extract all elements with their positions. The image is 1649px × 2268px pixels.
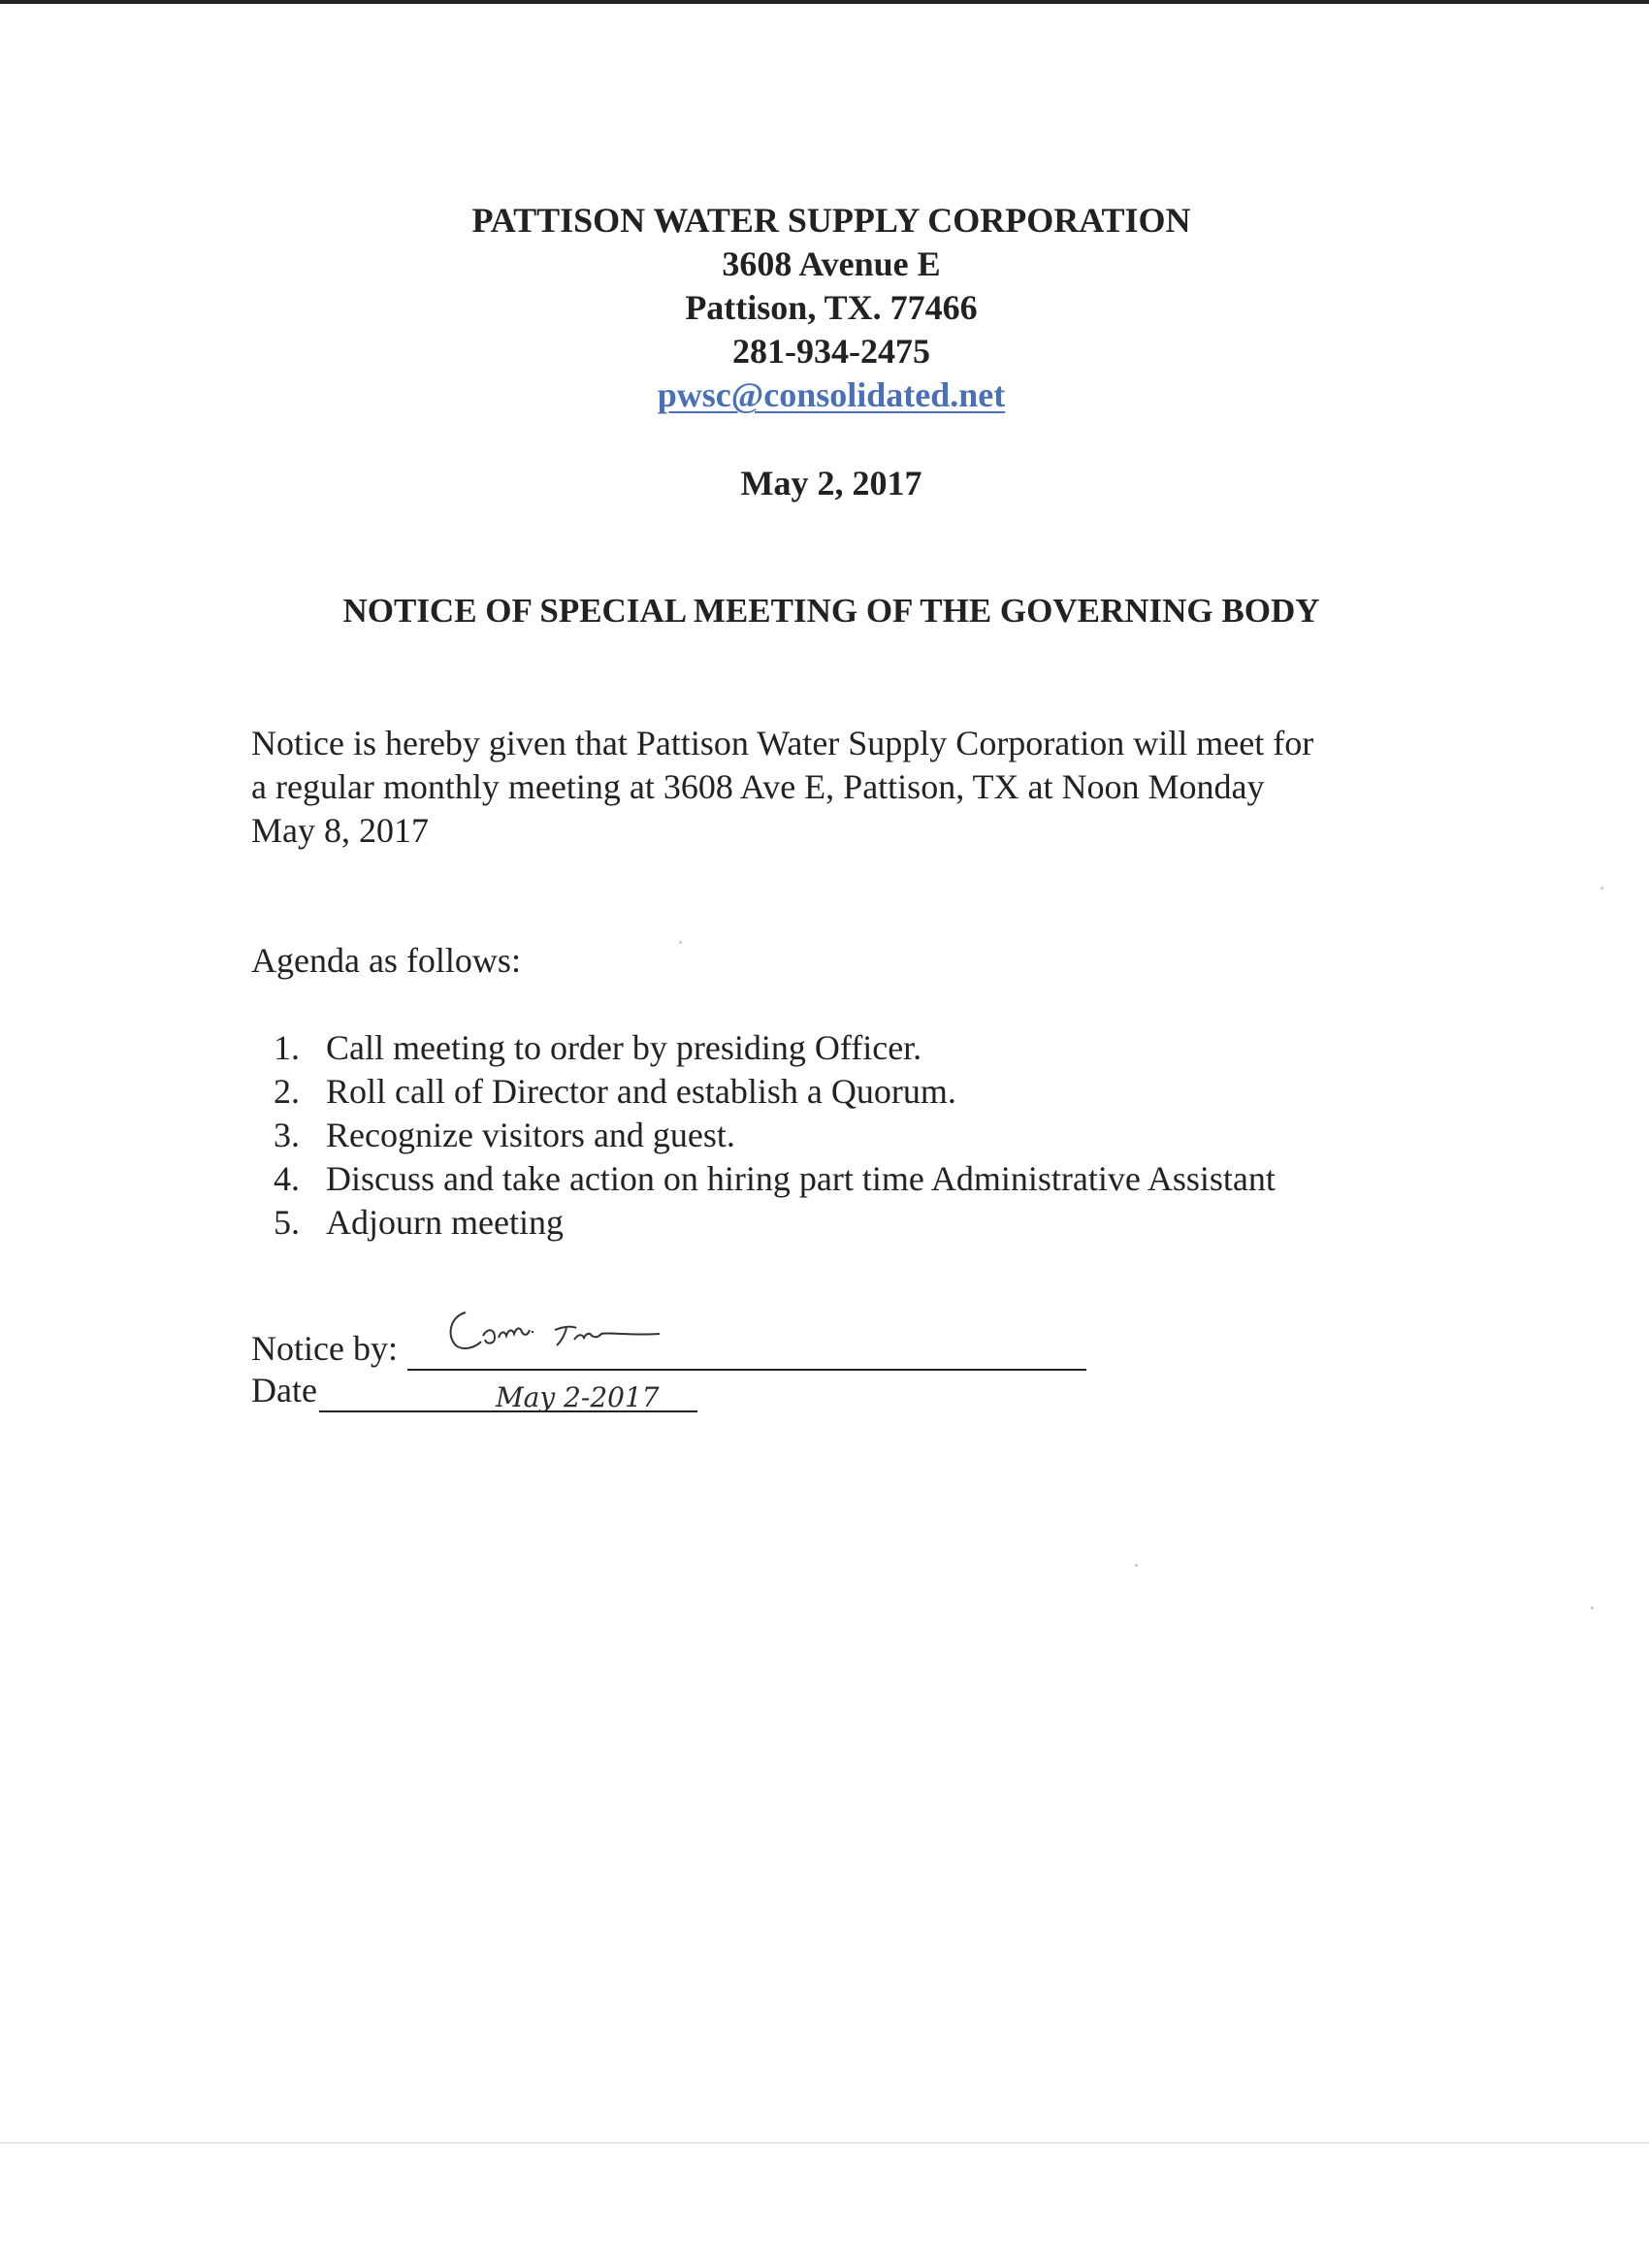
agenda-intro: Agenda as follows: xyxy=(251,941,521,980)
agenda-item-number: 2. xyxy=(274,1072,300,1111)
scan-edge-bottom xyxy=(0,2142,1649,2144)
agenda-item xyxy=(274,1201,1276,1245)
agenda-item xyxy=(274,1026,1276,1070)
date-signature-line xyxy=(319,1374,697,1412)
handwritten-signature xyxy=(438,1293,691,1361)
scan-speck xyxy=(1591,1606,1594,1609)
agenda-item-text: Recognize visitors and guest. xyxy=(326,1116,735,1154)
agenda-list xyxy=(274,1026,1276,1245)
notice-body-line: a regular monthly meeting at 3608 Ave E, Pattison, TX at Noon Monday xyxy=(251,767,1265,806)
agenda-item-text: Adjourn meeting xyxy=(326,1203,564,1242)
date-label: Date xyxy=(251,1371,317,1409)
city-state-zip: Pattison, TX. 77466 xyxy=(685,288,978,327)
notice-by-signature-line xyxy=(407,1332,1086,1371)
agenda-item-number: 1. xyxy=(274,1028,300,1067)
agenda-item-number: 4. xyxy=(274,1159,300,1198)
phone-number: 281-934-2475 xyxy=(732,332,930,371)
agenda-item xyxy=(274,1070,1276,1114)
agenda-item-text: Discuss and take action on hiring part time Administrative Assistant xyxy=(326,1159,1276,1198)
scan-speck xyxy=(1600,887,1603,890)
notice-body xyxy=(251,722,1464,853)
agenda-item-number: 5. xyxy=(274,1203,300,1242)
document-date: May 2, 2017 xyxy=(740,464,922,502)
agenda-item-number: 3. xyxy=(274,1116,300,1154)
scan-speck xyxy=(679,941,682,944)
notice-title: NOTICE OF SPECIAL MEETING OF THE GOVERNING BODY xyxy=(342,592,1320,630)
agenda-item xyxy=(274,1114,1276,1157)
notice-body-line: Notice is hereby given that Pattison Water Supply Corporation will meet for xyxy=(251,724,1314,762)
organization-name: PATTISON WATER SUPPLY CORPORATION xyxy=(471,201,1191,240)
handwritten-date: May 2-2017 xyxy=(495,1381,660,1413)
agenda-item xyxy=(274,1157,1276,1201)
scan-speck xyxy=(1135,1564,1138,1567)
letterhead xyxy=(0,199,1649,417)
agenda-item-text: Roll call of Director and establish a Quorum. xyxy=(326,1072,956,1111)
signature-block xyxy=(251,1327,1086,1412)
scan-edge-top xyxy=(0,0,1649,4)
agenda-item-text: Call meeting to order by presiding Officer. xyxy=(326,1028,922,1067)
date-row xyxy=(251,1369,1086,1412)
notice-by-row xyxy=(251,1327,1086,1371)
email-link[interactable]: pwsc@consolidated.net xyxy=(657,375,1006,414)
notice-by-label: Notice by: xyxy=(251,1329,398,1368)
street-address: 3608 Avenue E xyxy=(722,244,941,283)
notice-body-line: May 8, 2017 xyxy=(251,811,429,850)
